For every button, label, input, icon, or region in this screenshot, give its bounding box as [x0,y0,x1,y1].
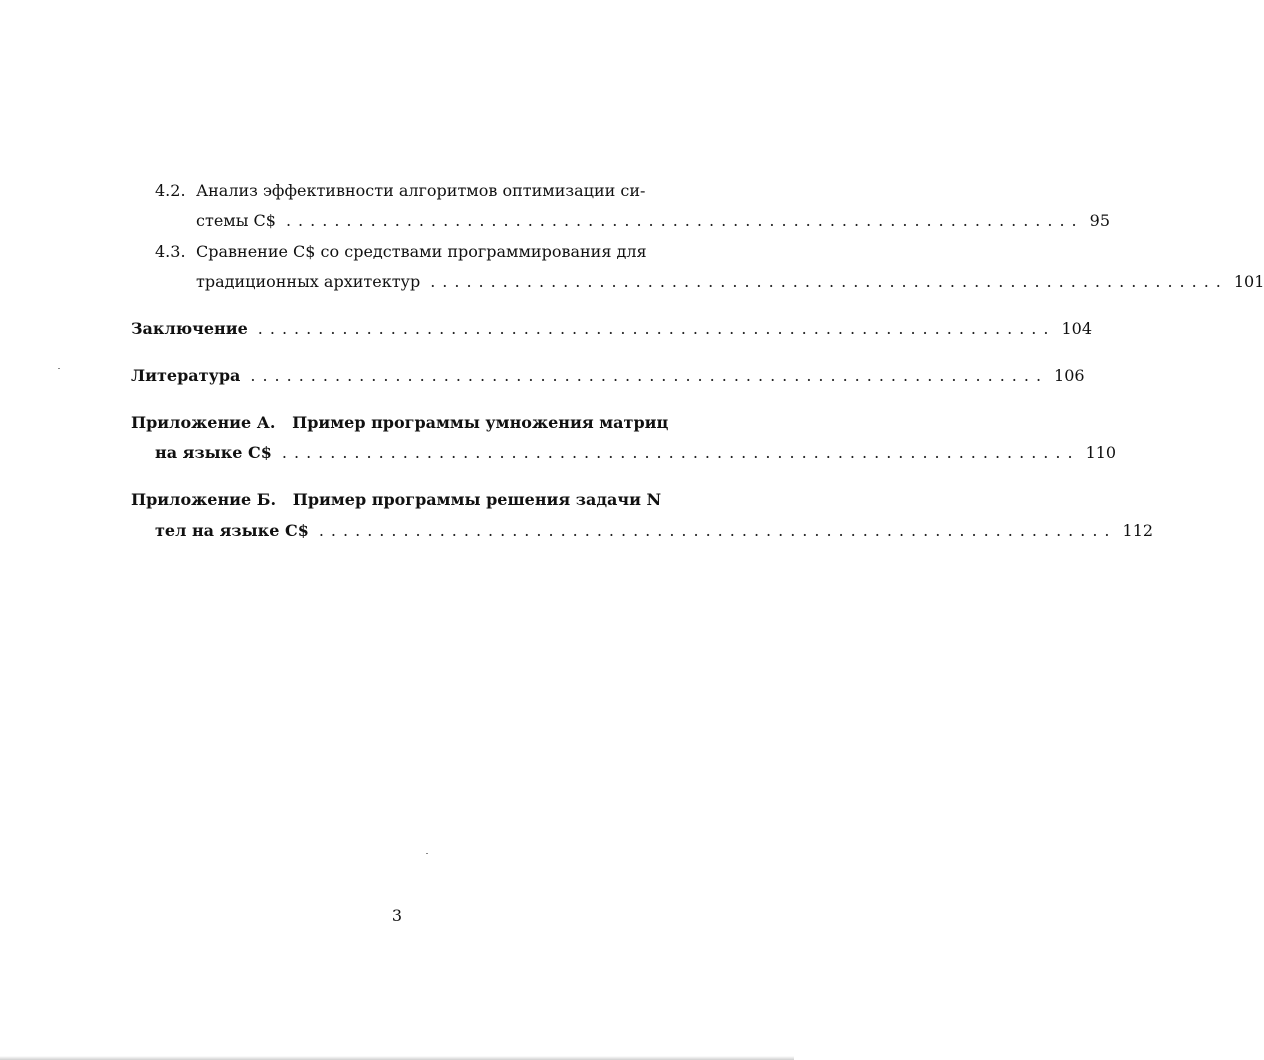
toc-entry-number: 4.2. [155,181,186,200]
leader-dots: .................................................................. [430,272,1228,291]
toc-entry-conclusion [0,316,1093,342]
scan-bottom-edge [0,1056,794,1060]
toc-entry-title: Сравнение C$ со средствами программирования для [196,242,647,261]
toc-entry-appendix-b-line2 [0,518,1154,544]
page-number: 3 [391,906,403,925]
toc-entry-title: Приложение Б. Пример программы решения задачи N [131,490,662,509]
scan-speck [58,368,60,369]
toc-entry-title: Литература [131,366,241,385]
leader-dots: .................................................................. [281,443,1080,462]
toc-entry-literature [0,363,1085,389]
scan-speck [426,853,428,854]
toc-entry-appendix-b-line1 [0,487,794,513]
toc-entry-title-continuation: тел на языке C$ [155,521,309,540]
toc-page-number: 106 [1054,366,1085,385]
toc-entry-title-continuation: стемы C$ [196,211,276,230]
toc-page-number: 95 [1089,211,1110,230]
toc-entry-4-3-line1 [0,239,794,265]
toc-page-number: 110 [1085,443,1117,462]
toc-entry-4-2-line1 [0,178,794,204]
toc-entry-appendix-a-line2 [0,440,1117,466]
toc-entry-number: 4.3. [155,242,186,261]
leader-dots: .................................................................. [250,366,1049,385]
toc-entry-title: Заключение [131,319,248,338]
toc-entry-title-continuation: на языке C$ [155,443,272,462]
toc-page-number: 112 [1122,521,1154,540]
toc-entry-4-2-line2 [0,208,1110,234]
leader-dots: .................................................................. [318,521,1117,540]
toc-entry-title: Анализ эффективности алгоритмов оптимизации си- [196,181,646,200]
toc-entry-title-continuation: традиционных архитектур [196,272,421,291]
toc-page-number: 101 [1233,272,1264,291]
leader-dots: .................................................................. [285,211,1084,230]
toc-entry-appendix-a-line1 [0,410,794,436]
toc-entry-title: Приложение А. Пример программы умножения матриц [131,413,669,432]
toc-page-number: 104 [1061,319,1093,338]
toc-entry-4-3-line2 [0,269,1264,295]
leader-dots: .................................................................. [257,319,1056,338]
